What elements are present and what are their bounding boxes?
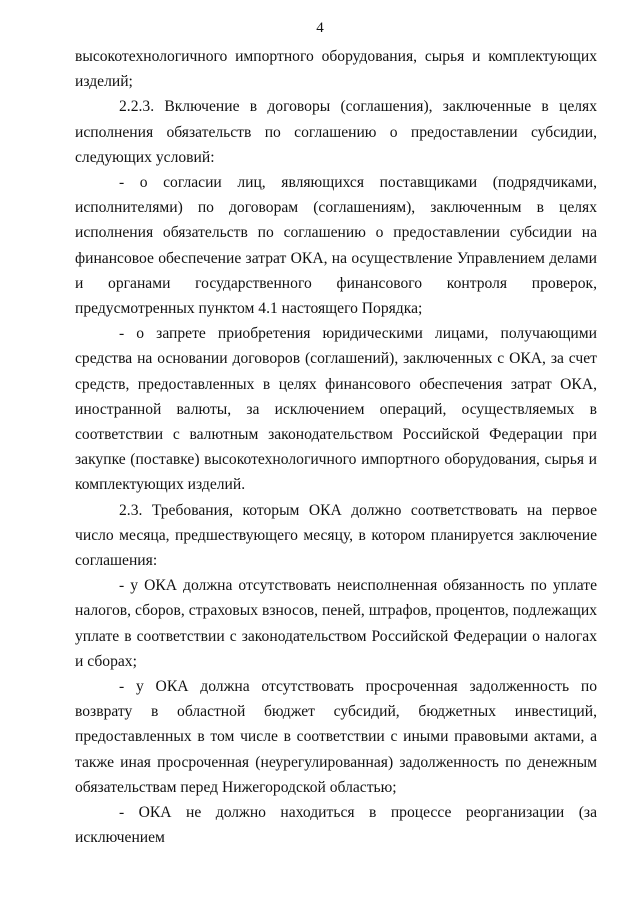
document-body: [75, 44, 597, 851]
paragraph-consent-condition: - о согласии лиц, являющихся поставщиками (подрядчиками, исполнителями) по договорам (соглашениям), заключенным в целях исполнения обязательств по соглашению о предоставлении субсидии на финансовое обеспечение затрат ОКА, на осуществление Управлением делами и органами государственного финансового контроля проверок, предусмотренных пунктом 4.1 настоящего Порядка;: [75, 174, 597, 318]
paragraph-continuation: высокотехнологичного импортного оборудования, сырья и комплектующих изделий;: [75, 48, 597, 91]
page-number: 4: [316, 20, 324, 36]
paragraph-2-3: 2.3. Требования, которым ОКА должно соответствовать на первое число месяца, предшествующего месяцу, в котором планируется заключение соглашения:: [75, 501, 597, 570]
paragraph-reorganization: - ОКА не должно находиться в процессе реорганизации (за исключением: [75, 804, 597, 847]
paragraph-currency-prohibition: - о запрете приобретения юридическими лицами, получающими средства на основании договоров (соглашений), заключенных с ОКА, за счет средств, предоставленных в целях финансового обеспечения затрат ОКА, иностранной валюты, за исключением операций, осуществляемых в соответствии с валютным законодательством Российской Федерации при закупке (поставке) высокотехнологичного импортного оборудования, сырья и комплектующих изделий.: [75, 325, 597, 494]
paragraph-tax-obligation: - у ОКА должна отсутствовать неисполненная обязанность по уплате налогов, сборов, страховых взносов, пеней, штрафов, процентов, подлежащих уплате в соответствии с законодательством Российской Федерации о налогах и сборах;: [75, 577, 597, 670]
paragraph-overdue-debt: - у ОКА должна отсутствовать просроченная задолженность по возврату в областной бюджет субсидий, бюджетных инвестиций, предоставленных в том числе в соответствии с иными правовыми актами, а также иная просроченная (неурегулированная) задолженность по денежным обязательствам перед Нижегородской областью;: [75, 678, 597, 796]
paragraph-2-2-3: 2.2.3. Включение в договоры (соглашения), заключенные в целях исполнения обязательств по соглашению о предоставлении субсидии, следующих условий:: [75, 98, 597, 166]
